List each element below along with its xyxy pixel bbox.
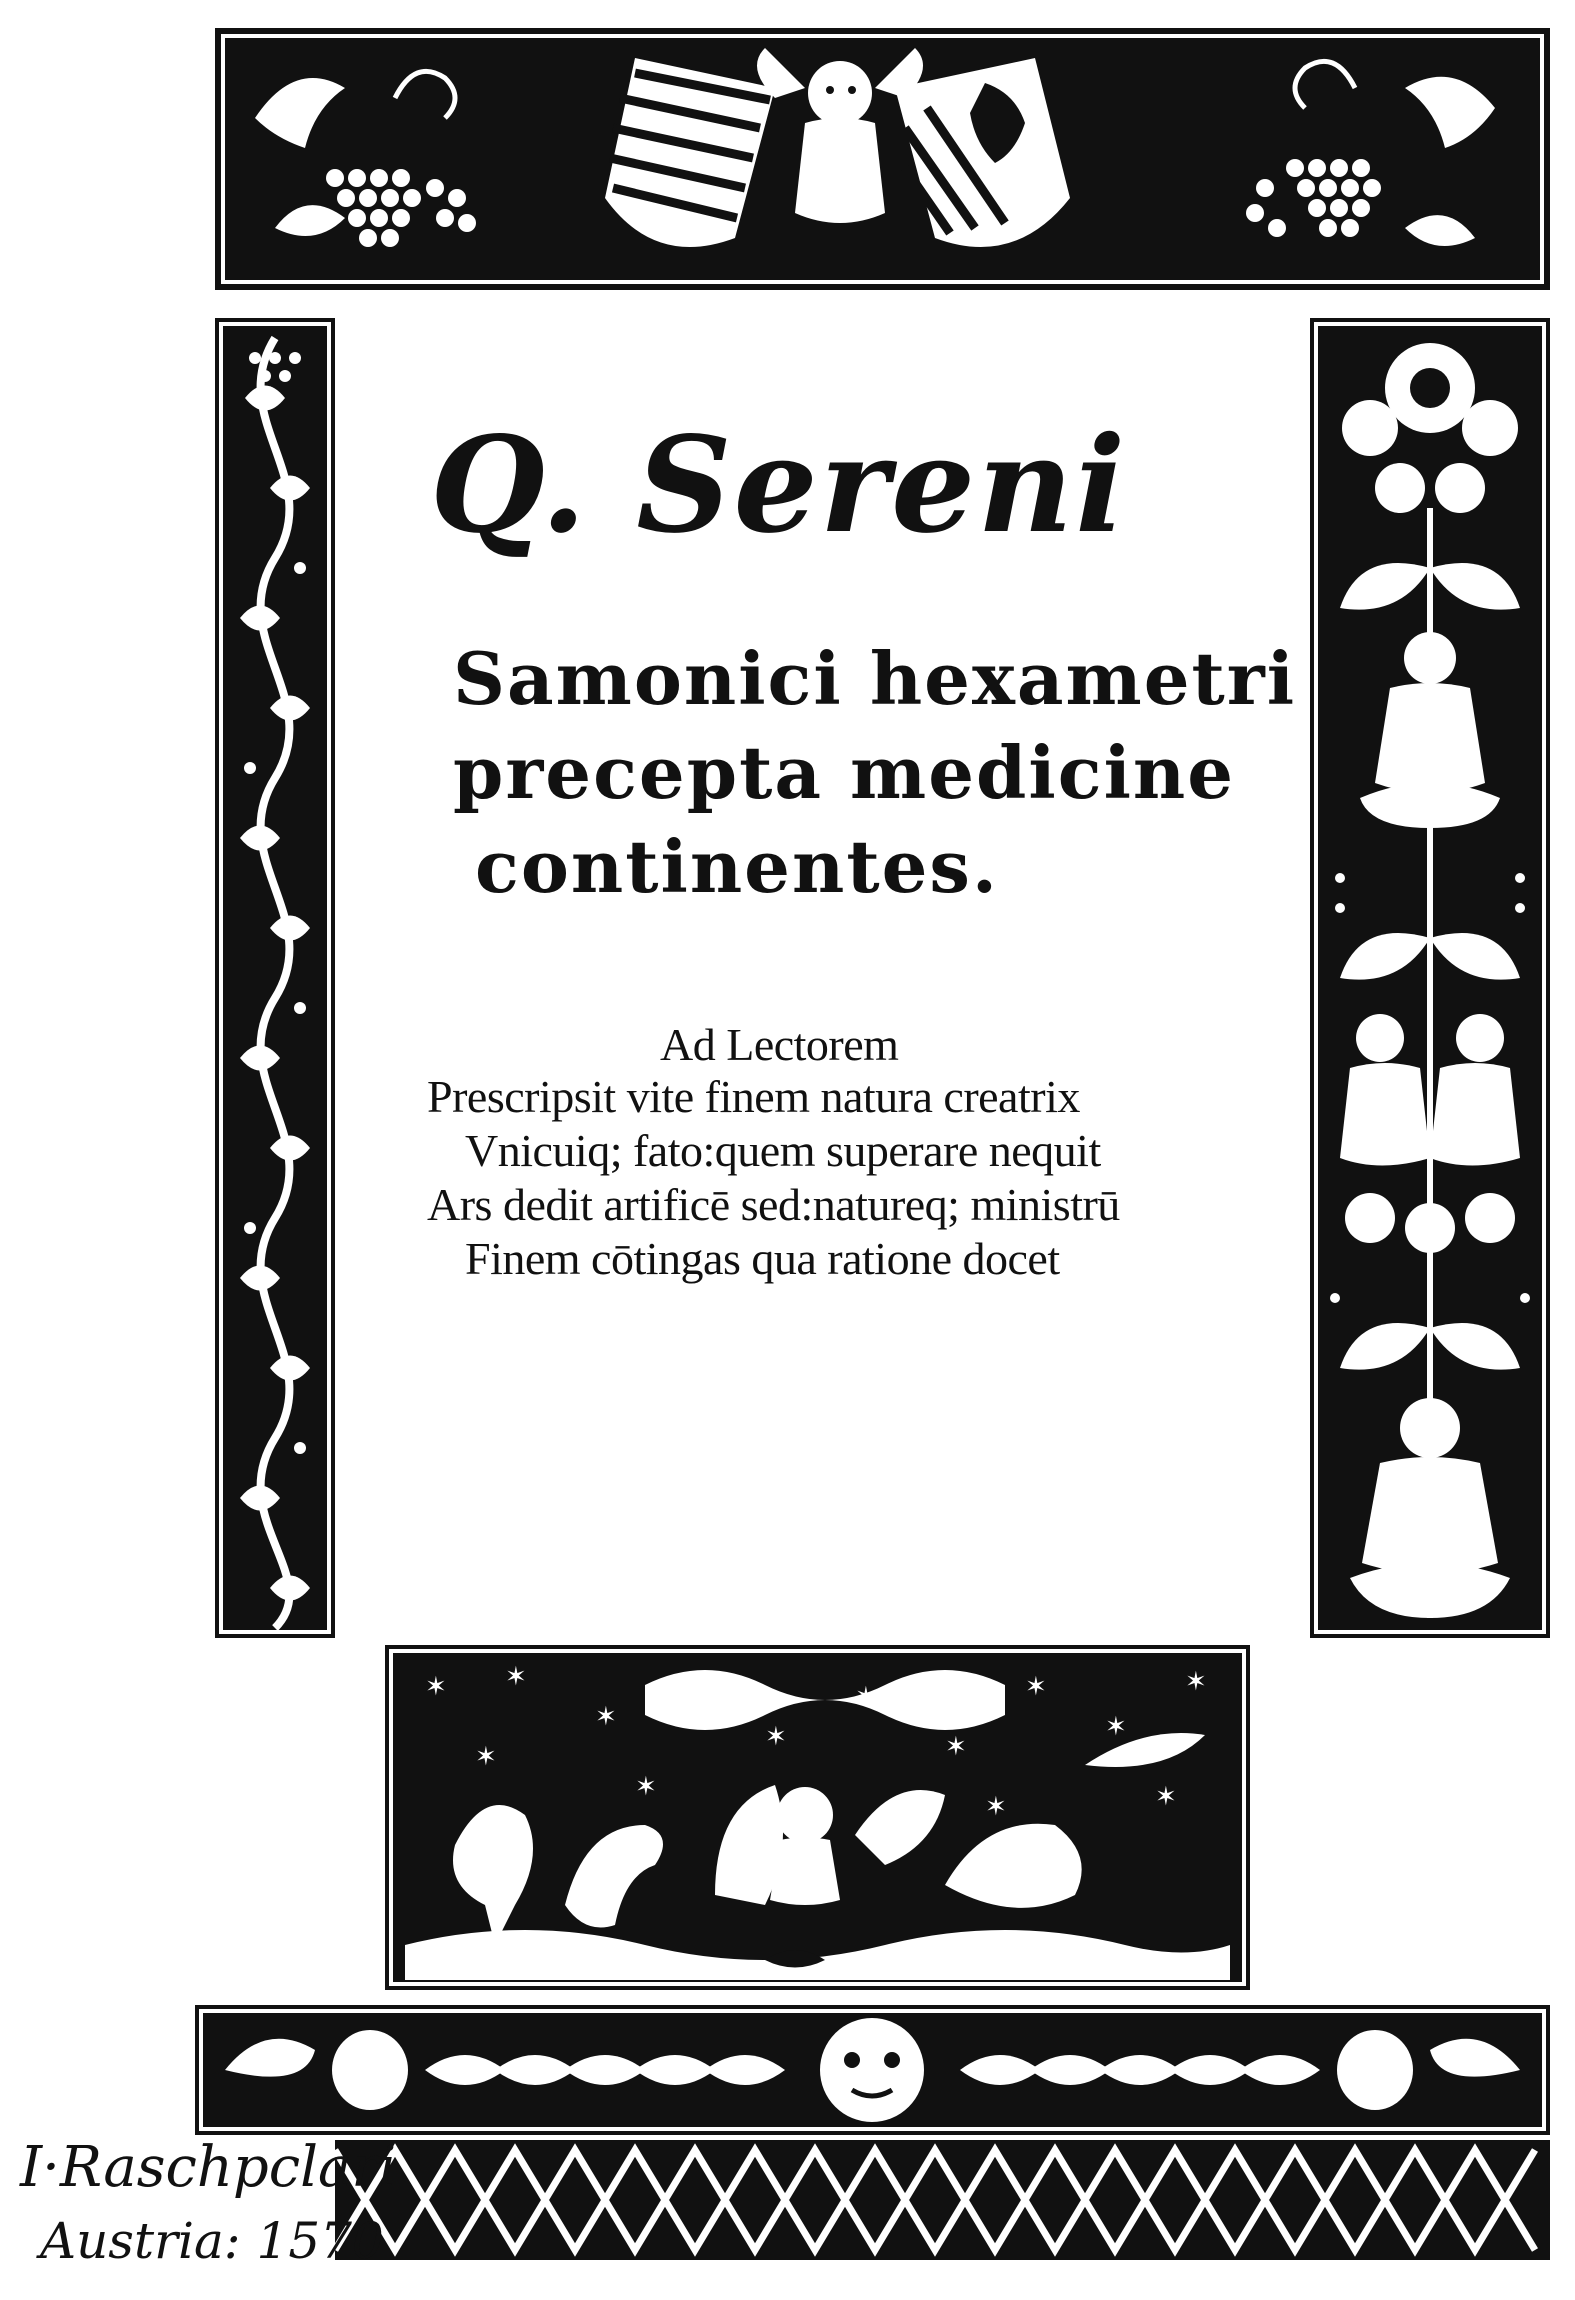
svg-text:✶: ✶ <box>985 1792 1007 1822</box>
top-border-ornament <box>215 28 1550 290</box>
svg-text:✶: ✶ <box>635 1772 657 1802</box>
seated-figure-3 <box>1350 1398 1510 1618</box>
svg-text:✶: ✶ <box>425 1672 447 1702</box>
birds-woodcut-panel <box>385 1645 1250 1990</box>
left-vine-ornament <box>215 318 335 1638</box>
title-line-3: precepta medicine <box>453 730 1236 815</box>
svg-text:✶: ✶ <box>505 1662 527 1692</box>
grape-cluster-right <box>1246 159 1381 237</box>
svg-text:✶: ✶ <box>1155 1782 1177 1812</box>
grape-cluster-left <box>326 169 476 247</box>
title-line-2: Samonici hexametri <box>453 636 1297 721</box>
title-author-name: Q. Sereni <box>430 408 1128 563</box>
bird-figures <box>453 1733 1205 1945</box>
mask-face <box>820 2018 924 2122</box>
handwritten-inscription-line-2: Austria: 1570 <box>40 2212 384 2270</box>
svg-text:✶: ✶ <box>1185 1667 1207 1697</box>
title-text-panel <box>335 318 1297 1638</box>
verse-line-3: Ars dedit artificē sed:natureq; ministrū <box>427 1179 1120 1230</box>
leaf-garland-right <box>960 2055 1320 2085</box>
svg-text:✶: ✶ <box>475 1742 497 1772</box>
title-line-4: continentes. <box>475 824 999 909</box>
bottom-lattice-strip <box>335 2140 1550 2260</box>
right-coat-of-arms <box>895 58 1070 247</box>
svg-text:✶: ✶ <box>595 1702 617 1732</box>
birds-woodcut-ornament <box>385 1645 1250 1990</box>
leaf-garland-left <box>425 2055 785 2085</box>
verse-heading: Ad Lectorem <box>660 1019 899 1070</box>
lattice-ornament <box>335 2140 1550 2260</box>
bottom-border-ornament <box>195 2005 1550 2135</box>
svg-text:✶: ✶ <box>1105 1712 1127 1742</box>
verse-line-2: Vnicuiq; fato:quem superare nequit <box>465 1125 1101 1176</box>
verse-line-4: Finem cōtingas qua ratione docet <box>465 1233 1060 1284</box>
top-woodcut-border <box>215 28 1550 290</box>
putto-figure <box>757 48 923 223</box>
left-vine-border <box>215 318 335 1638</box>
svg-text:✶: ✶ <box>765 1722 787 1752</box>
handwritten-inscription-line-1: I·Raschpclari <box>20 2135 397 2200</box>
left-coat-of-arms <box>605 58 775 247</box>
svg-text:✶: ✶ <box>945 1732 967 1762</box>
bottom-woodcut-border <box>195 2005 1550 2135</box>
svg-text:✶: ✶ <box>1025 1672 1047 1702</box>
verse-line-1: Prescripsit vite finem natura creatrix <box>427 1071 1080 1122</box>
